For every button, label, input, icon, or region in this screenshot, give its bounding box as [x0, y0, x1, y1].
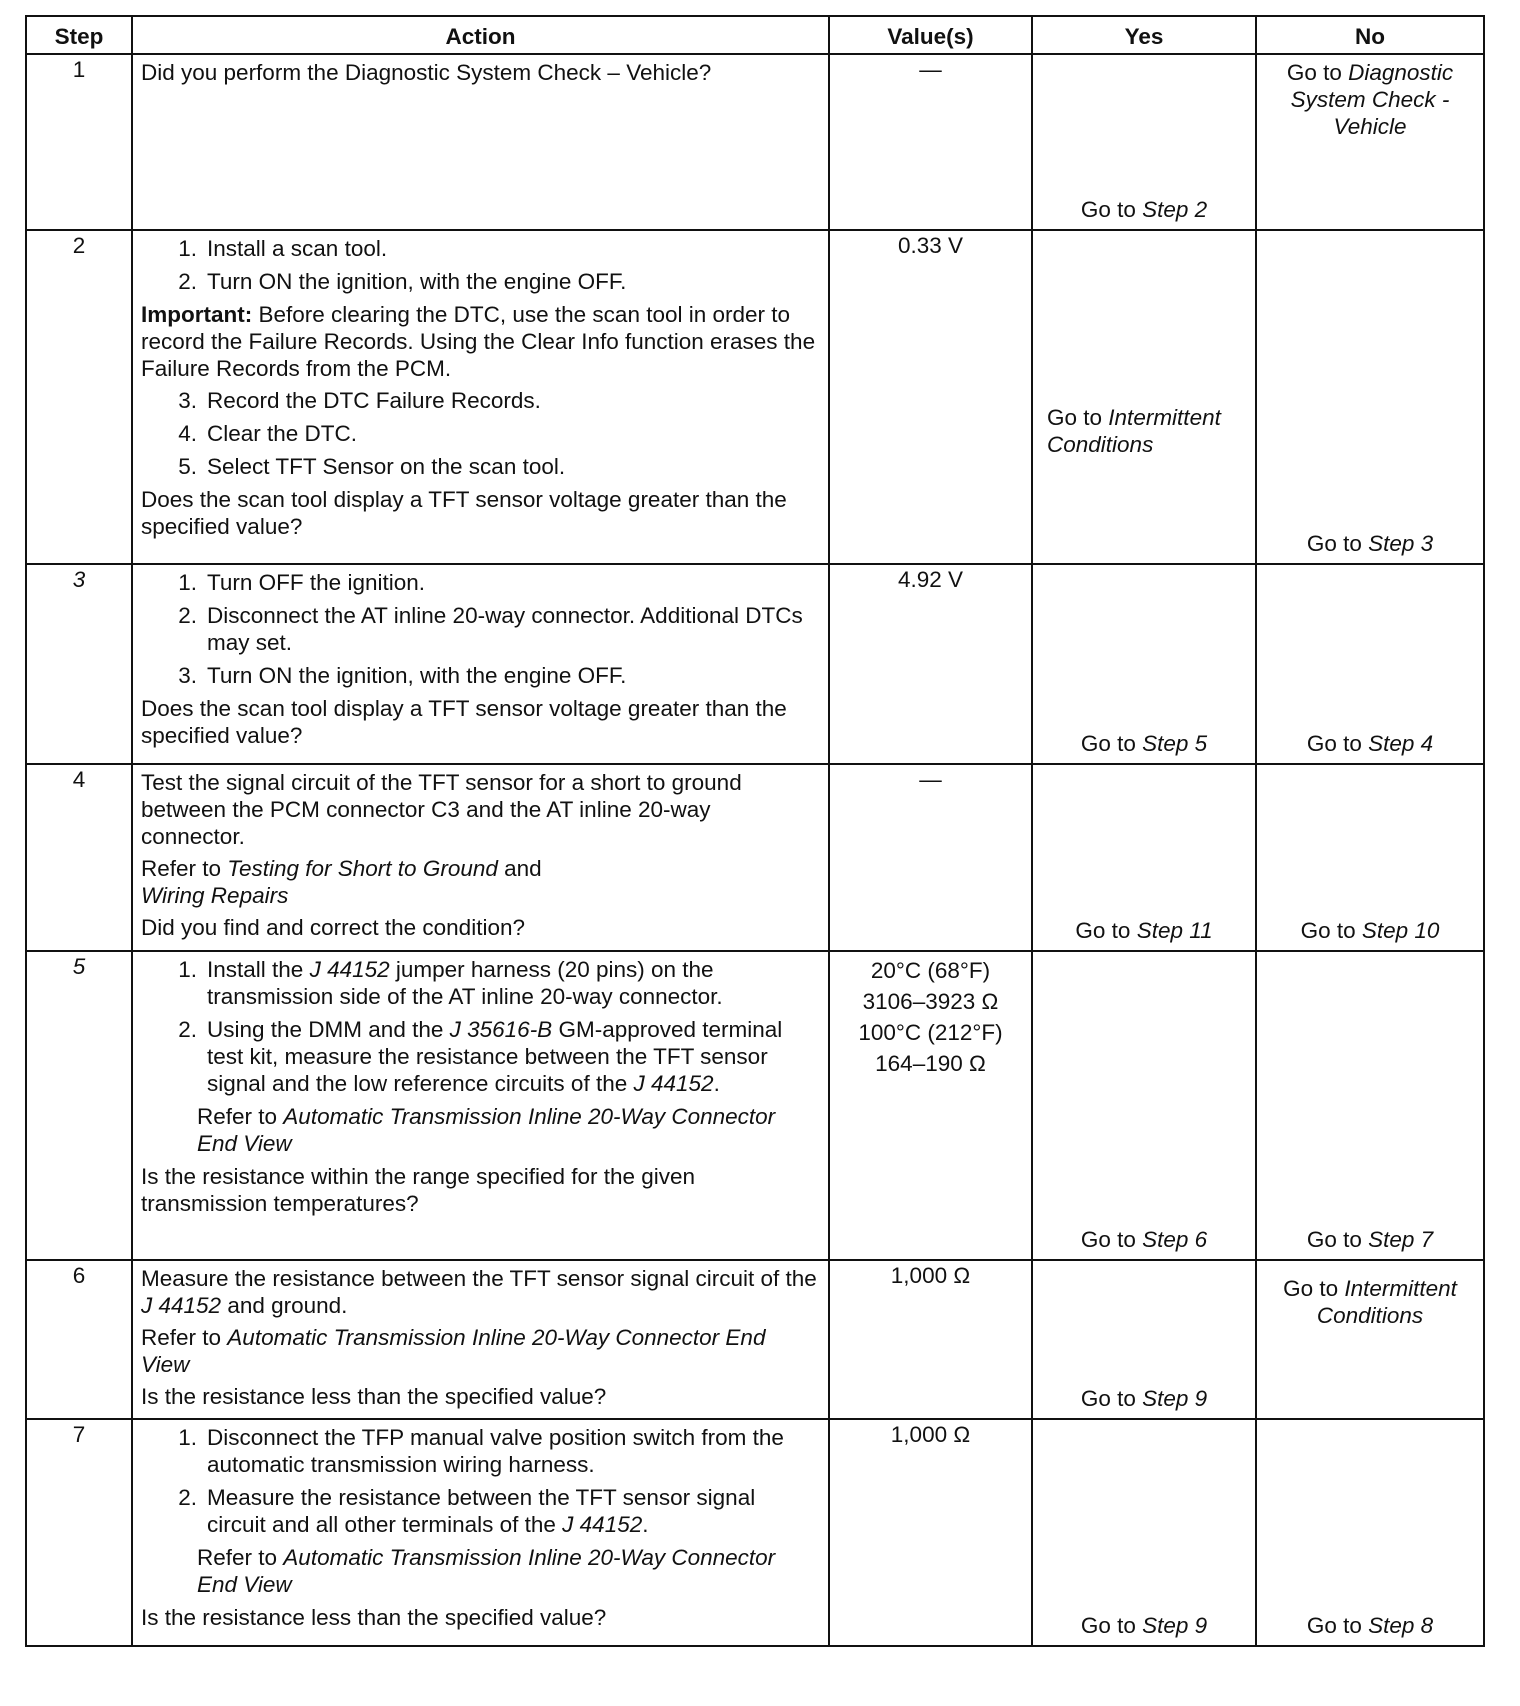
no-go-to: Go to	[1286, 60, 1349, 85]
no-cell	[1256, 951, 1484, 1260]
value-cell: 4.92 V	[829, 564, 1032, 764]
important-note	[141, 301, 818, 382]
action-instruction: Test the signal circuit of the TFT sensor for a short to ground between the PCM connector C3 and the AT inline 20-way connector.	[141, 770, 742, 849]
yes-link-step-9[interactable]: Step 9	[1142, 1386, 1208, 1411]
list-item: 5. Select TFT Sensor on the scan tool.	[178, 454, 566, 479]
table-row-step-5	[26, 951, 1484, 1260]
value-cell: 1,000 Ω	[829, 1260, 1032, 1419]
tool-ref: J 44152	[309, 957, 390, 982]
action-cell	[132, 230, 829, 564]
table-row-step-6	[26, 1260, 1484, 1419]
link-connector-end-view[interactable]: Automatic Transmission Inline 20-Way Connector End View	[197, 1545, 776, 1597]
no-go-to: Go to	[1306, 1613, 1369, 1638]
action-question: Is the resistance less than the specified value?	[141, 1384, 607, 1409]
list-item: 1. Disconnect the TFP manual valve position switch from the automatic transmission wiring harness.	[178, 1425, 784, 1477]
step-number: 1	[26, 54, 132, 230]
header-row	[26, 16, 1484, 54]
action-cell	[132, 1419, 829, 1646]
yes-cell	[1032, 764, 1256, 951]
yes-link-step-6[interactable]: Step 6	[1142, 1227, 1208, 1252]
value-line: 100°C (212°F)	[858, 1020, 1003, 1045]
yes-link-step-2[interactable]: Step 2	[1142, 197, 1208, 222]
list-item: 4. Clear the DTC.	[178, 421, 358, 446]
step-number: 2	[26, 230, 132, 564]
yes-go-to: Go to	[1080, 731, 1143, 756]
header-step: Step	[26, 16, 132, 54]
no-cell	[1256, 54, 1484, 230]
step-number: 5	[26, 951, 132, 1260]
yes-link-step-9[interactable]: Step 9	[1142, 1613, 1208, 1638]
tool-ref: J 35616-B	[449, 1017, 553, 1042]
value-cell: —	[829, 54, 1032, 230]
no-go-to: Go to	[1283, 1276, 1345, 1301]
yes-go-to: Go to	[1075, 918, 1137, 943]
header-no: No	[1256, 16, 1484, 54]
list-item: 1. Turn OFF the ignition.	[178, 570, 426, 595]
yes-link-intermittent-conditions[interactable]: Intermittent Conditions	[1047, 405, 1221, 457]
value-cell	[829, 951, 1032, 1260]
yes-go-to: Go to	[1080, 1386, 1143, 1411]
no-cell	[1256, 564, 1484, 764]
no-link-step-4[interactable]: Step 4	[1368, 731, 1434, 756]
header-action: Action	[132, 16, 829, 54]
refer-line: Refer to Automatic Transmission Inline 20-Way Connector End View	[197, 1104, 776, 1156]
list-item: 3. Record the DTC Failure Records.	[178, 388, 541, 413]
link-wiring-repairs[interactable]: Wiring Repairs	[141, 883, 289, 908]
diagnostic-page	[25, 15, 1483, 1647]
no-cell	[1256, 1419, 1484, 1646]
list-item: 1. Install the J 44152 jumper harness (20 pins) on the transmission side of the AT inline 20-way connector.	[178, 957, 723, 1009]
refer-line: Refer to Automatic Transmission Inline 20-Way Connector End View	[197, 1545, 776, 1597]
table-row-step-2	[26, 230, 1484, 564]
important-label: Important:	[141, 302, 253, 327]
no-link-step-7[interactable]: Step 7	[1368, 1227, 1434, 1252]
value-line: 164–190 Ω	[875, 1051, 986, 1076]
no-cell	[1256, 1260, 1484, 1419]
step-number: 6	[26, 1260, 132, 1419]
no-cell	[1256, 764, 1484, 951]
value-line: 3106–3923 Ω	[862, 989, 999, 1014]
no-go-to: Go to	[1306, 531, 1369, 556]
yes-link-step-11[interactable]: Step 11	[1136, 918, 1213, 943]
table-row-step-7	[26, 1419, 1484, 1646]
tool-ref: J 44152	[633, 1071, 714, 1096]
value-cell: —	[829, 764, 1032, 951]
yes-cell	[1032, 1419, 1256, 1646]
list-item: 2. Disconnect the AT inline 20-way connector. Additional DTCs may set.	[178, 603, 803, 655]
list-item: 2. Using the DMM and the J 35616-B GM-approved terminal test kit, measure the resistance between the TFT sensor signal and the low reference circuits of the J 44152.	[178, 1017, 783, 1096]
action-question: Is the resistance within the range specified for the given transmission temperatures?	[141, 1164, 696, 1216]
yes-go-to: Go to	[1080, 197, 1143, 222]
no-link-intermittent-conditions[interactable]: Intermittent Conditions	[1316, 1276, 1457, 1328]
yes-go-to: Go to	[1047, 405, 1109, 430]
tool-ref: J 44152	[141, 1293, 222, 1318]
important-text: Before clearing the DTC, use the scan tool in order to record the Failure Records. Using the Clear Info function erases the Failure Records from the PCM.	[141, 302, 816, 381]
diagnostic-table	[25, 15, 1485, 1647]
header-values: Value(s)	[829, 16, 1032, 54]
action-question: Did you find and correct the condition?	[141, 915, 525, 940]
action-question: Did you perform the Diagnostic System Check – Vehicle?	[141, 60, 712, 85]
action-instruction: Measure the resistance between the TFT sensor signal circuit of the J 44152 and ground.	[141, 1266, 817, 1318]
yes-cell	[1032, 230, 1256, 564]
tool-ref: J 44152	[562, 1512, 643, 1537]
yes-cell	[1032, 564, 1256, 764]
link-testing-short-to-ground[interactable]: Testing for Short to Ground	[227, 856, 498, 881]
step-number: 7	[26, 1419, 132, 1646]
list-item: 1. Install a scan tool.	[178, 236, 388, 261]
action-question: Does the scan tool display a TFT sensor voltage greater than the specified value?	[141, 696, 787, 748]
action-question: Does the scan tool display a TFT sensor voltage greater than the specified value?	[141, 487, 787, 539]
value-cell: 1,000 Ω	[829, 1419, 1032, 1646]
link-connector-end-view[interactable]: Automatic Transmission Inline 20-Way Connector End View	[197, 1104, 776, 1156]
step-number: 3	[26, 564, 132, 764]
no-link-diagnostic-system-check[interactable]: Diagnostic System Check - Vehicle	[1290, 60, 1454, 139]
value-cell: 0.33 V	[829, 230, 1032, 564]
action-cell	[132, 951, 829, 1260]
refer-line: Refer to Testing for Short to Ground and Wiring Repairs	[141, 856, 542, 908]
table-row-step-4	[26, 764, 1484, 951]
refer-line: Refer to Automatic Transmission Inline 20-Way Connector End View	[141, 1325, 766, 1377]
list-item: 2. Measure the resistance between the TFT sensor signal circuit and all other terminals of the J 44152.	[178, 1485, 756, 1537]
no-link-step-3[interactable]: Step 3	[1368, 531, 1434, 556]
list-item: 3. Turn ON the ignition, with the engine OFF.	[178, 663, 627, 688]
action-cell	[132, 1260, 829, 1419]
table-row-step-1	[26, 54, 1484, 230]
step-number: 4	[26, 764, 132, 951]
link-connector-end-view[interactable]: Automatic Transmission Inline 20-Way Connector End View	[141, 1325, 766, 1377]
action-cell	[132, 564, 829, 764]
yes-link-step-5[interactable]: Step 5	[1142, 731, 1208, 756]
no-cell	[1256, 230, 1484, 564]
yes-cell	[1032, 951, 1256, 1260]
action-cell	[132, 764, 829, 951]
action-cell	[132, 54, 829, 230]
no-go-to: Go to	[1306, 1227, 1369, 1252]
yes-go-to: Go to	[1080, 1613, 1143, 1638]
yes-cell	[1032, 1260, 1256, 1419]
no-go-to: Go to	[1306, 731, 1369, 756]
action-question: Is the resistance less than the specified value?	[141, 1605, 607, 1630]
list-item: 2. Turn ON the ignition, with the engine OFF.	[178, 269, 627, 294]
no-link-step-8[interactable]: Step 8	[1368, 1613, 1434, 1638]
table-row-step-3	[26, 564, 1484, 764]
no-go-to: Go to	[1300, 918, 1362, 943]
yes-go-to: Go to	[1080, 1227, 1143, 1252]
header-yes: Yes	[1032, 16, 1256, 54]
value-line: 20°C (68°F)	[870, 958, 991, 983]
yes-cell	[1032, 54, 1256, 230]
no-link-step-10[interactable]: Step 10	[1361, 918, 1440, 943]
